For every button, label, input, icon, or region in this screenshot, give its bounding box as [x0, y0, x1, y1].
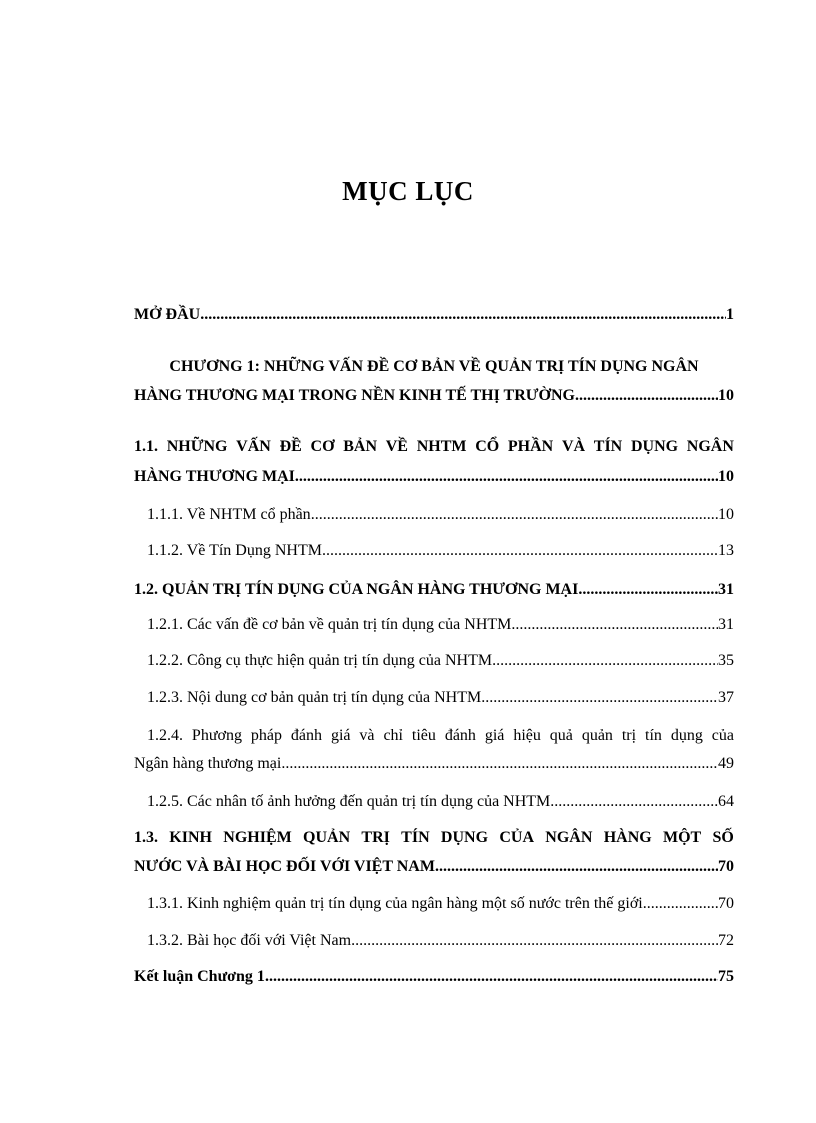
toc-entry-label-line2: NƯỚC VÀ BÀI HỌC ĐỐI VỚI VIỆT NAM [134, 858, 435, 875]
toc-leader-dots [481, 688, 718, 708]
toc-entry-1-2-5[interactable] [134, 792, 734, 812]
toc-entry-label-line1: 1.1. NHỮNG VẤN ĐỀ CƠ BẢN VỀ NHTM CỔ PHẦN VÀ TÍN DỤNG NGÂN [134, 438, 734, 455]
toc-entry-1-3-1[interactable] [134, 894, 734, 914]
toc-entry-section-1-1[interactable] [134, 437, 734, 457]
toc-entry-chapter-1[interactable] [134, 357, 734, 377]
toc-entry-page: 75 [718, 968, 734, 985]
toc-leader-dots [550, 792, 718, 812]
toc-entry-label-line2: HÀNG THƯƠNG MẠI TRONG NỀN KINH TẾ THỊ TRƯỜNG [134, 387, 575, 404]
toc-entry-page: 31 [718, 581, 734, 598]
toc-entry-label: 1.2.1. Các vấn đề cơ bản về quản trị tín dụng của NHTM [147, 616, 512, 633]
toc-entry-label: 1.2.2. Công cụ thực hiện quản trị tín dụng của NHTM [147, 652, 493, 669]
toc-entry-1-2-3[interactable] [134, 688, 734, 708]
toc-entry-label-line1: 1.3. KINH NGHIỆM QUẢN TRỊ TÍN DỤNG CỦA NGÂN HÀNG MỘT SỐ [134, 829, 734, 846]
toc-entry-label: 1.3.2. Bài học đối với Việt Nam [147, 932, 352, 949]
toc-entry-page: 35 [718, 652, 734, 669]
toc-entry-label: 1.2. QUẢN TRỊ TÍN DỤNG CỦA NGÂN HÀNG THƯƠNG MẠI [134, 581, 579, 598]
toc-leader-dots [511, 615, 718, 635]
toc-entry-section-1-3-cont[interactable] [134, 857, 734, 877]
toc-entry-label: 1.2.3. Nội dung cơ bản quản trị tín dụng của NHTM [147, 689, 482, 706]
toc-leader-dots [575, 386, 718, 406]
toc-entry-1-1-1[interactable] [134, 505, 734, 525]
page-title: MỤC LỤC [342, 176, 474, 206]
toc-entry-page: 1 [726, 306, 734, 323]
toc-entry-label-line1: CHƯƠNG 1: NHỮNG VẤN ĐỀ CƠ BẢN VỀ QUẢN TRỊ TÍN DỤNG NGÂN [169, 358, 699, 375]
toc-leader-dots [578, 580, 718, 600]
toc-entry-1-2-1[interactable] [134, 615, 734, 635]
toc-leader-dots [200, 305, 726, 325]
toc-entry-page: 70 [718, 858, 734, 875]
toc-entry-ket-luan[interactable] [134, 967, 734, 987]
toc-entry-label-line2: HÀNG THƯƠNG MẠI [134, 468, 295, 485]
toc-entry-1-2-2[interactable] [134, 651, 734, 671]
toc-entry-label: 1.2.5. Các nhân tố ảnh hưởng đến quản trị tín dụng của NHTM [147, 793, 551, 810]
toc-entry-page: 64 [718, 793, 734, 810]
toc-leader-dots [295, 467, 718, 487]
toc-entry-1-2-4[interactable] [134, 726, 734, 746]
toc-entry-1-2-4-cont[interactable] [134, 754, 734, 774]
toc-leader-dots [322, 541, 718, 561]
toc-entry-label: 1.1.2. Về Tín Dụng NHTM [147, 542, 322, 559]
toc-entry-chapter-1-cont[interactable] [134, 386, 734, 406]
toc-entry-1-1-2[interactable] [134, 541, 734, 561]
toc-leader-dots [265, 967, 718, 987]
toc-entry-page: 37 [718, 689, 734, 706]
toc-entry-label-line2: Ngân hàng thương mại [134, 755, 282, 772]
toc-entry-page: 10 [718, 506, 734, 523]
toc-leader-dots [643, 894, 718, 914]
toc-entry-label: MỞ ĐẦU [134, 306, 201, 323]
toc-leader-dots [281, 754, 718, 774]
toc-entry-1-3-2[interactable] [134, 931, 734, 951]
toc-entry-label: 1.1.1. Về NHTM cổ phần [147, 506, 311, 523]
toc-entry-section-1-1-cont[interactable] [134, 467, 734, 487]
toc-entry-page: 49 [718, 755, 734, 772]
toc-entry-page: 72 [718, 932, 734, 949]
toc-leader-dots [351, 931, 718, 951]
toc-leader-dots [492, 651, 718, 671]
toc-entry-section-1-3[interactable] [134, 828, 734, 848]
toc-leader-dots [435, 857, 718, 877]
toc-entry-mo-dau[interactable] [134, 305, 734, 325]
toc-entry-page: 31 [718, 616, 734, 633]
toc-entry-label: Kết luận Chương 1 [134, 968, 265, 985]
toc-entry-section-1-2[interactable] [134, 580, 734, 600]
toc-entry-page: 13 [718, 542, 734, 559]
toc-entry-label-line1: 1.2.4. Phương pháp đánh giá và chỉ tiêu đánh giá hiệu quả quản trị tín dụng của [147, 727, 734, 744]
toc-entry-page: 10 [718, 387, 734, 404]
toc-entry-label: 1.3.1. Kinh nghiệm quản trị tín dụng của ngân hàng một số nước trên thế giới [147, 895, 643, 912]
toc-entry-page: 70 [718, 895, 734, 912]
toc-leader-dots [311, 505, 718, 525]
toc-entry-page: 10 [718, 468, 734, 485]
